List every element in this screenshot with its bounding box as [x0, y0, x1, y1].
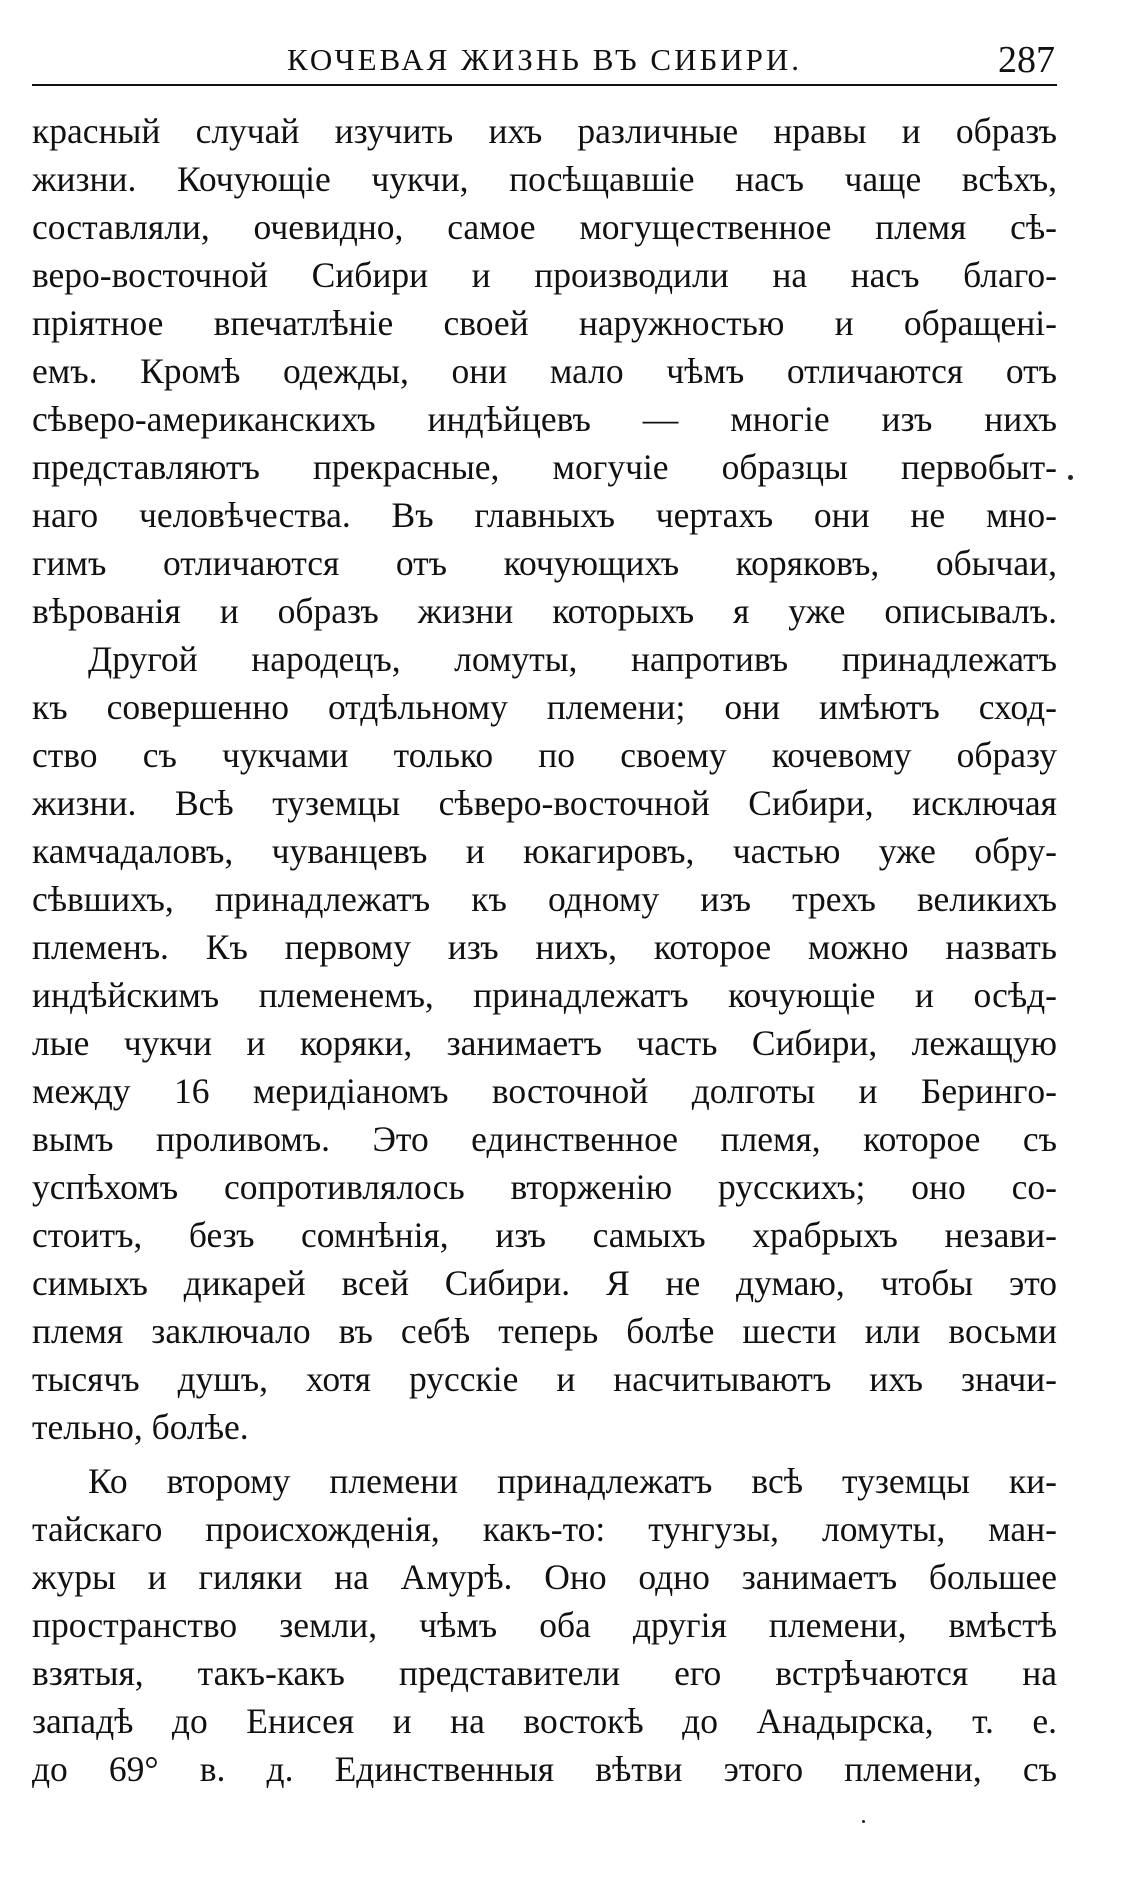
page-number: 287 [998, 39, 1055, 81]
text-line: взятыя, такъ-какъ представители его встрѣчаются на [32, 1653, 1057, 1693]
text-line: между 16 меридіаномъ восточной долготы и Берингo- [32, 1071, 1057, 1111]
text-line: тайскаго происхожденія, какъ-то: тунгузы, ломуты, ман- [32, 1509, 1057, 1549]
print-speck [1068, 475, 1073, 480]
text-line: тысячъ душъ, хотя русскіе и насчитываютъ ихъ значи- [32, 1359, 1057, 1399]
text-line: камчадаловъ, чуванцевъ и юкагировъ, частью уже обру- [32, 831, 1057, 871]
running-head [32, 38, 1057, 86]
text-line: пространство земли, чѣмъ оба другія племени, вмѣстѣ [32, 1605, 1057, 1645]
text-line: составляли, очевидно, самое могущественное племя сѣ- [32, 207, 1057, 247]
text-line: емъ. Кромѣ одежды, они мало чѣмъ отличаются отъ [32, 351, 1057, 391]
text-line: Другой народецъ, ломуты, напротивъ принадлежатъ [88, 639, 1057, 679]
text-line: симыхъ дикарей всей Сибири. Я не думаю, чтобы это [32, 1263, 1057, 1303]
text-line: стоитъ, безъ сомнѣнія, изъ самыхъ храбрыхъ незави- [32, 1215, 1057, 1255]
paragraph [32, 1457, 1057, 1793]
text-line: западѣ до Енисея и на востокѣ до Анадырска, т. е. [32, 1701, 1057, 1741]
paragraph [32, 635, 1057, 1451]
running-title: КОЧЕВАЯ ЖИЗНЬ ВЪ СИБИРИ. [286, 42, 803, 77]
text-line: представляютъ прекрасные, могучіе образцы первобыт- [32, 447, 1057, 487]
book-page [32, 0, 1057, 1880]
text-line: до 69° в. д. Единственныя вѣтви этого племени, съ [32, 1749, 1057, 1789]
body-text [32, 107, 1057, 1793]
paragraph [32, 107, 1057, 635]
text-line: жизни. Кочующіе чукчи, посѣщавшіе насъ чаще всѣхъ, [32, 159, 1057, 199]
text-line: вымъ проливомъ. Это единственное племя, которое съ [32, 1119, 1057, 1159]
text-line: веро-восточной Сибири и производили на насъ благо- [32, 255, 1057, 295]
text-line: индѣйскимъ племенемъ, принадлежатъ кочующіе и осѣд- [32, 975, 1057, 1015]
text-line: лые чукчи и коряки, занимаетъ часть Сибири, лежащую [32, 1023, 1057, 1063]
text-line: успѣхомъ сопротивлялось вторженію русскихъ; оно со- [32, 1167, 1057, 1207]
text-line: ство съ чукчами только по своему кочевому образу [32, 735, 1057, 775]
text-line: гимъ отличаются отъ кочующихъ коряковъ, обычаи, [32, 543, 1057, 583]
text-line: тельно, болѣе. [32, 1407, 249, 1447]
print-speck [862, 1820, 865, 1823]
text-line: къ совершенно отдѣльному племени; они имѣютъ сход- [32, 687, 1057, 727]
text-line: сѣверо-американскихъ индѣйцевъ — многіе изъ нихъ [32, 399, 1057, 439]
text-line: журы и гиляки на Амурѣ. Оно одно занимаетъ большее [32, 1557, 1057, 1597]
header-rule [32, 84, 1057, 86]
text-line: племенъ. Къ первому изъ нихъ, которое можно назвать [32, 927, 1057, 967]
text-line: Ко второму племени принадлежатъ всѣ туземцы ки- [88, 1461, 1057, 1501]
text-line: сѣвшихъ, принадлежатъ къ одному изъ трехъ великихъ [32, 879, 1057, 919]
text-line: племя заключало въ себѣ теперь болѣе шести или восьми [32, 1311, 1057, 1351]
text-line: наго человѣчества. Въ главныхъ чертахъ они не мно- [32, 495, 1057, 535]
text-line: вѣрованія и образъ жизни которыхъ я уже описывалъ. [32, 591, 1057, 631]
text-line: пріятное впечатлѣніе своей наружностью и обращені- [32, 303, 1057, 343]
text-line: красный случай изучить ихъ различные нравы и образъ [32, 111, 1057, 151]
text-line: жизни. Всѣ туземцы сѣверо-восточной Сибири, исключая [32, 783, 1057, 823]
